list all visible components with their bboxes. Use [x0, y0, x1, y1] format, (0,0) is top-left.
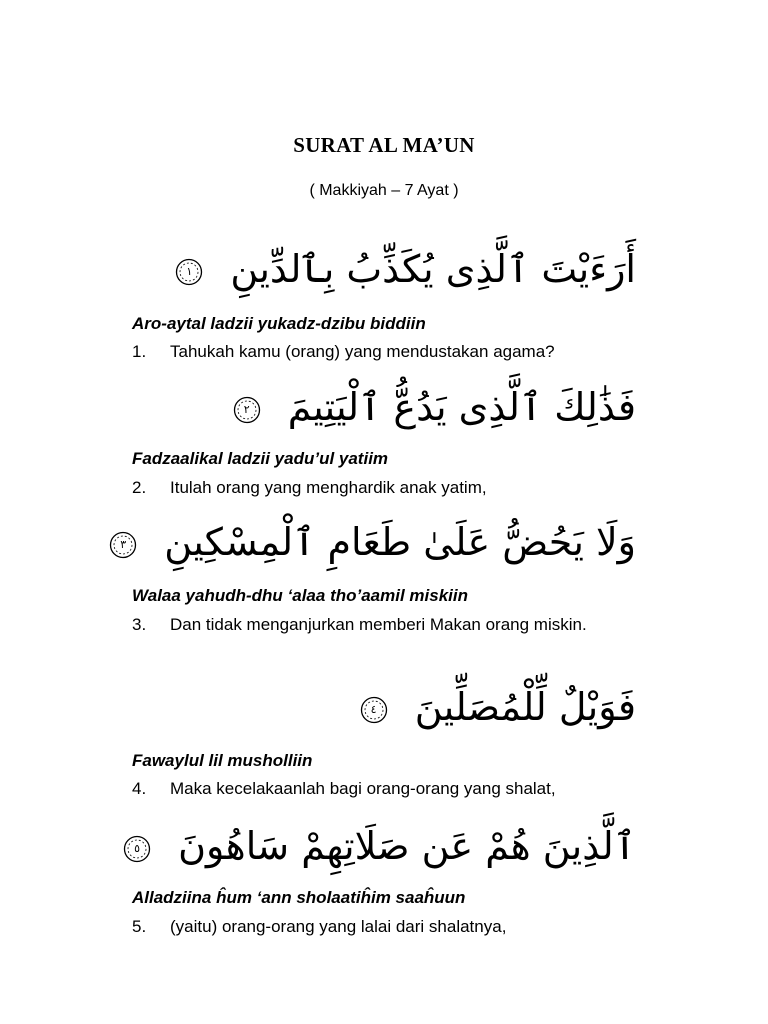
ayah-number: ٤ — [370, 702, 377, 716]
ayah-number: ٥ — [134, 841, 140, 855]
ayah-end-marker-icon — [232, 395, 262, 425]
arabic-verse-1 — [174, 245, 636, 293]
transliteration-1: Aro-aytal ladzii yukadz-dzibu biddiin — [132, 314, 426, 333]
transliteration-3: Walaa yahudh-dhu ‘alaa tho’aamil miskiin — [132, 586, 468, 605]
arabic-verse-2 — [232, 383, 636, 431]
ayah-number: ٣ — [120, 537, 127, 551]
ayah-number: ٢ — [243, 402, 250, 416]
transliteration-4: Fawaylul lil musholliin — [132, 751, 313, 770]
page-title: SURAT AL MA’UN — [293, 133, 475, 157]
arabic-text: فَوَيْلٌ لِّلْمُصَلِّينَ — [414, 685, 636, 729]
translation-2 — [132, 474, 634, 501]
translation-3 — [132, 611, 634, 638]
arabic-verse-3 — [108, 518, 636, 566]
verse-number: 2. — [132, 478, 147, 497]
ayah-end-marker-icon — [174, 257, 204, 287]
arabic-text: ٱلَّذِينَ هُمْ عَن صَلَاتِهِمْ سَاهُونَ — [178, 824, 636, 868]
arabic-text: وَلَا يَحُضُّ عَلَىٰ طَعَامِ ٱلْمِسْكِينِ — [164, 520, 636, 564]
subtitle: ( Makkiyah – 7 Ayat ) — [309, 182, 459, 199]
translation-4 — [132, 775, 634, 802]
arabic-text: أَرَءَيْتَ ٱلَّذِى يُكَذِّبُ بِٱلدِّينِ — [230, 247, 636, 291]
ayah-end-marker-icon — [108, 530, 138, 560]
arabic-text: فَذَٰلِكَ ٱلَّذِى يَدُعُّ ٱلْيَتِيمَ — [287, 385, 636, 429]
verse-number: 4. — [132, 779, 147, 798]
translation-text: Dan tidak menganjurkan memberi Makan orang miskin. — [170, 615, 587, 634]
verse-number: 3. — [132, 615, 147, 634]
verse-number: 5. — [132, 917, 147, 936]
transliteration-2: Fadzaalikal ladzii yadu’ul yatiim — [132, 449, 389, 468]
ayah-number: ١ — [186, 264, 193, 278]
ayah-end-marker-icon — [122, 834, 152, 864]
verse-number: 1. — [132, 342, 147, 361]
translation-text: Itulah orang yang menghardik anak yatim, — [170, 478, 487, 497]
translation-text: Maka kecelakaanlah bagi orang-orang yang shalat, — [170, 779, 556, 798]
translation-1 — [132, 338, 634, 365]
ayah-end-marker-icon — [359, 695, 389, 725]
translation-text: (yaitu) orang-orang yang lalai dari shalatnya, — [170, 917, 507, 936]
transliteration-5: Alladziina ĥum ‘ann sholaatiĥim saaĥuun — [132, 888, 466, 907]
arabic-verse-5 — [122, 822, 636, 870]
translation-text: Tahukah kamu (orang) yang mendustakan agama? — [170, 342, 555, 361]
arabic-verse-4 — [359, 683, 636, 731]
translation-5 — [132, 913, 634, 940]
